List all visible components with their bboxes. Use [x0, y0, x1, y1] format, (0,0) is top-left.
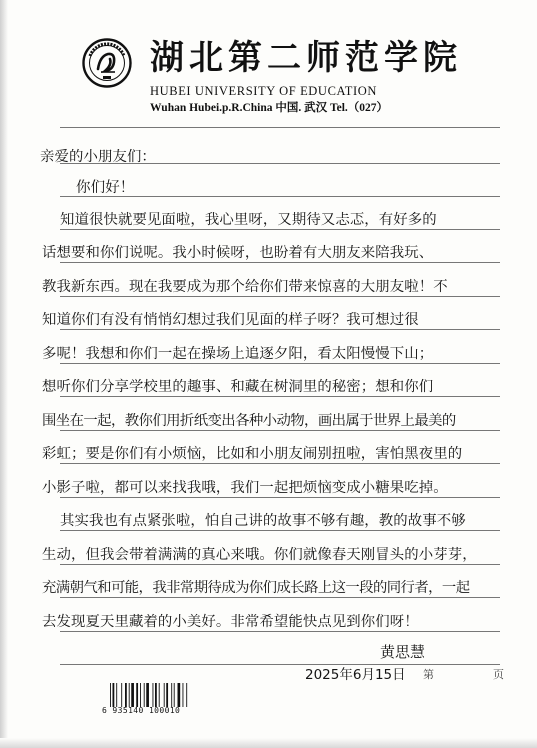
salutation: 亲爱的小朋友们： [40, 149, 156, 165]
barcode-number: 6 935140 100010 [102, 706, 181, 715]
barcode-bar [174, 683, 175, 707]
barcode-bar [186, 683, 187, 707]
signature: 黄思慧 [380, 643, 426, 661]
barcode-bar [183, 683, 184, 707]
barcode-bar [146, 683, 149, 707]
letter-line: 教我新东西。现在我要成为那个给你们带来惊喜的大朋友啦！不 [42, 279, 448, 295]
barcode-bar [164, 683, 165, 707]
barcode-bar [116, 683, 117, 707]
letter-date: 2025年6月15日 [305, 667, 406, 683]
letter-line: 其实我也有点紧张啦，怕自己讲的故事不够有趣，教的故事不够 [60, 513, 466, 529]
letter-line: 知道你们有没有悄悄幻想过我们见面的样子呀？我可想过很 [42, 312, 419, 328]
barcode-bar [178, 683, 181, 707]
barcode-bar [155, 683, 157, 707]
letter-line: 围坐在一起，教你们用折纸变出各种小动物，画出属于世界上最美的 [42, 413, 456, 429]
letter-line: 充满朝气和可能，我非常期待成为你们成长路上这一段的同行者，一起 [42, 580, 470, 596]
page-label-suffix: 页 [493, 668, 504, 681]
barcode-bar [159, 683, 160, 707]
barcode-bar [131, 683, 134, 707]
barcode-bar [140, 683, 141, 707]
greeting: 你们好！ [76, 180, 135, 196]
barcode-bar [125, 683, 127, 707]
page-label-prefix: 第 [423, 668, 434, 681]
barcode-bar [144, 683, 145, 707]
barcode-bar [113, 683, 115, 707]
university-name-chinese: 湖北第二师范学院 [150, 38, 462, 78]
university-address: Wuhan Hubei.p.R.China 中国. 武汉 Tel.（027） [150, 102, 389, 114]
barcode-bar [153, 683, 154, 707]
barcode-bar [110, 683, 111, 707]
letter-line: 彩虹；要是你们有小烦恼，比如和小朋友闹别扭啦，害怕黑夜里的 [42, 446, 463, 462]
letter-line: 去发现夏天里藏着的小美好。非常希望能快点见到你们呀！ [42, 614, 419, 630]
letter-line: 想听你们分享学校里的趣事、和藏在树洞里的秘密；想和你们 [42, 379, 434, 395]
barcode-bar [121, 683, 122, 707]
barcode [108, 683, 218, 707]
university-name-english: HUBEI UNIVERSITY OF EDUCATION [150, 84, 377, 98]
letter-line: 知道很快就要见面啦，我心里呀，又期待又忐忑，有好多的 [60, 212, 437, 228]
letter-line: 生动，但我会带着满满的真心来哦。你们就像春天刚冒头的小芽芽， [42, 547, 477, 563]
barcode-bar [166, 683, 168, 707]
letter-line: 多呢！我想和你们一起在操场上追逐夕阳，看太阳慢慢下山； [42, 346, 434, 362]
barcode-bar [136, 683, 138, 707]
barcode-bar [171, 683, 172, 707]
letter-line: 话想要和你们说呢。我小时候呀，也盼着有大朋友来陪我玩、 [42, 245, 434, 261]
letter-line: 小影子啦，都可以来找我哦，我们一起把烦恼变成小糖果吃掉。 [42, 480, 448, 496]
barcode-bar [129, 683, 130, 707]
